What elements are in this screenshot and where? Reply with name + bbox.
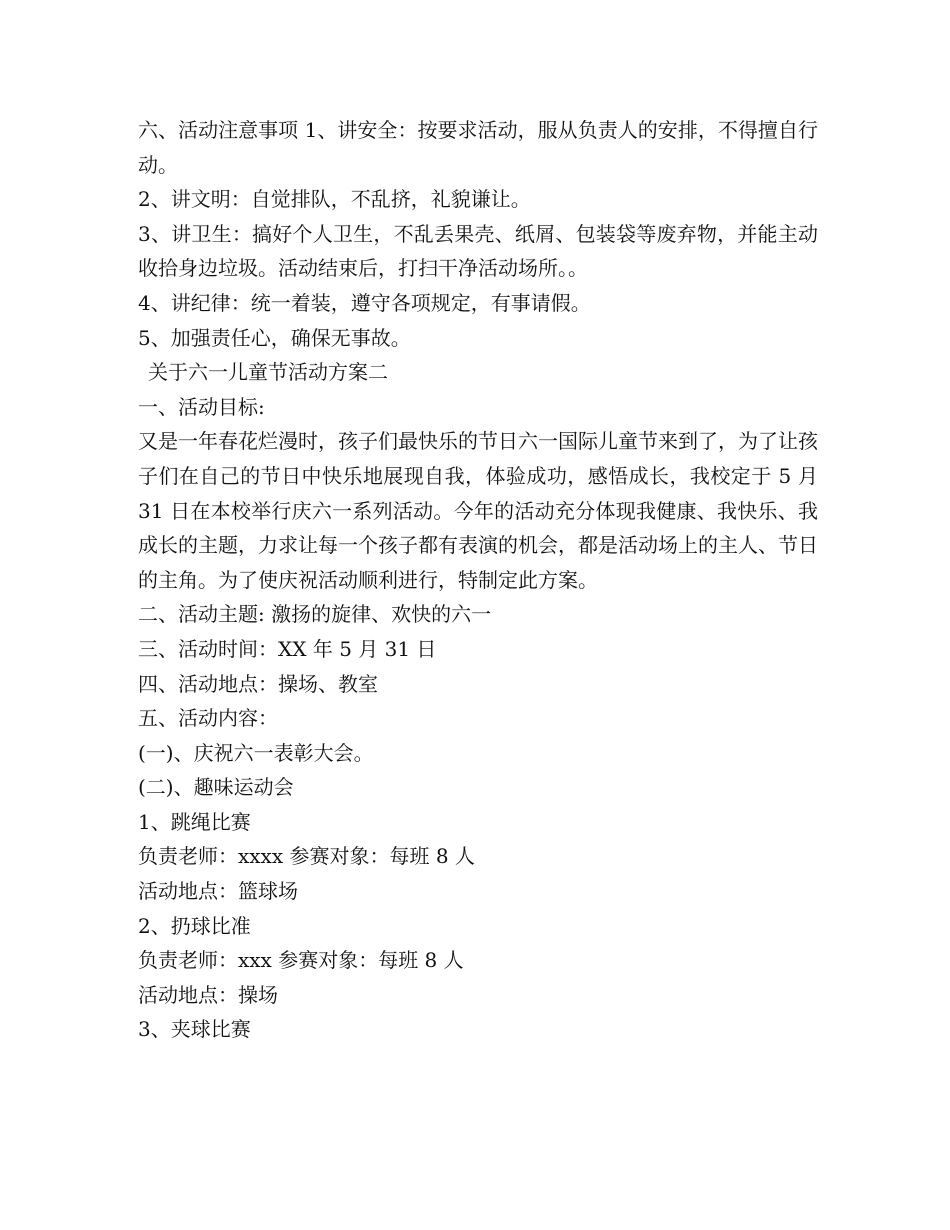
text-line: 2、扔球比准 — [138, 913, 251, 938]
text-line: 活动地点：篮球场 — [138, 879, 298, 904]
text-line: 负责老师：xxx 参赛对象：每班 8 人 — [138, 948, 464, 973]
text-line: 3、讲卫生：搞好个人卫生，不乱丢果壳、纸屑、包装袋等废弃物，并能主动收拾身边垃圾。活动结束后，打扫干净活动场所。。 — [138, 221, 818, 281]
text-line: 5、加强责任心，确保无事故。 — [138, 325, 411, 350]
text-line: 四、活动地点：操场、教室 — [138, 671, 378, 696]
section-heading: 关于六一儿童节活动方案二 — [148, 360, 388, 385]
text-line: 六、活动注意事项 1、讲安全：按要求活动，服从负责人的安排，不得擅自行动。 — [138, 118, 818, 177]
text-line: 二、活动主题: 激扬的旋律、欢快的六一 — [138, 602, 492, 627]
text-line: 三、活动时间：XX 年 5 月 31 日 — [138, 636, 437, 661]
text-line: 负责老师：xxxx 参赛对象：每班 8 人 — [138, 844, 475, 869]
text-line: 一、活动目标: — [138, 394, 265, 419]
text-line: 1、跳绳比赛 — [138, 809, 251, 834]
document-body — [138, 113, 818, 1047]
text-line: 五、活动内容： — [138, 706, 278, 731]
text-line: 2、讲文明：自觉排队，不乱挤，礼貌谦让。 — [138, 187, 531, 212]
text-line: (二)、趣味运动会 — [138, 775, 294, 800]
text-line: 活动地点：操场 — [138, 982, 278, 1007]
text-line: 3、夹球比赛 — [138, 1017, 251, 1042]
text-line: (一)、庆祝六一表彰大会。 — [138, 740, 374, 765]
text-line: 又是一年春花烂漫时，孩子们最快乐的节日六一国际儿童节来到了，为了让孩子们在自己的节日中快乐地展现自我，体验成功，感悟成长，我校定于 5 月 31 日在本校举行庆六一系列活动。今年的活动充分体现我健康、我快乐、我成长的主题，力求让每一个孩子都有表演的机会，都是活动场上的主人、节日的主角。为了使庆祝活动顺利进行，特制定此方案。 — [138, 429, 818, 592]
text-line: 4、讲纪律：统一着装，遵守各项规定，有事请假。 — [138, 290, 591, 315]
